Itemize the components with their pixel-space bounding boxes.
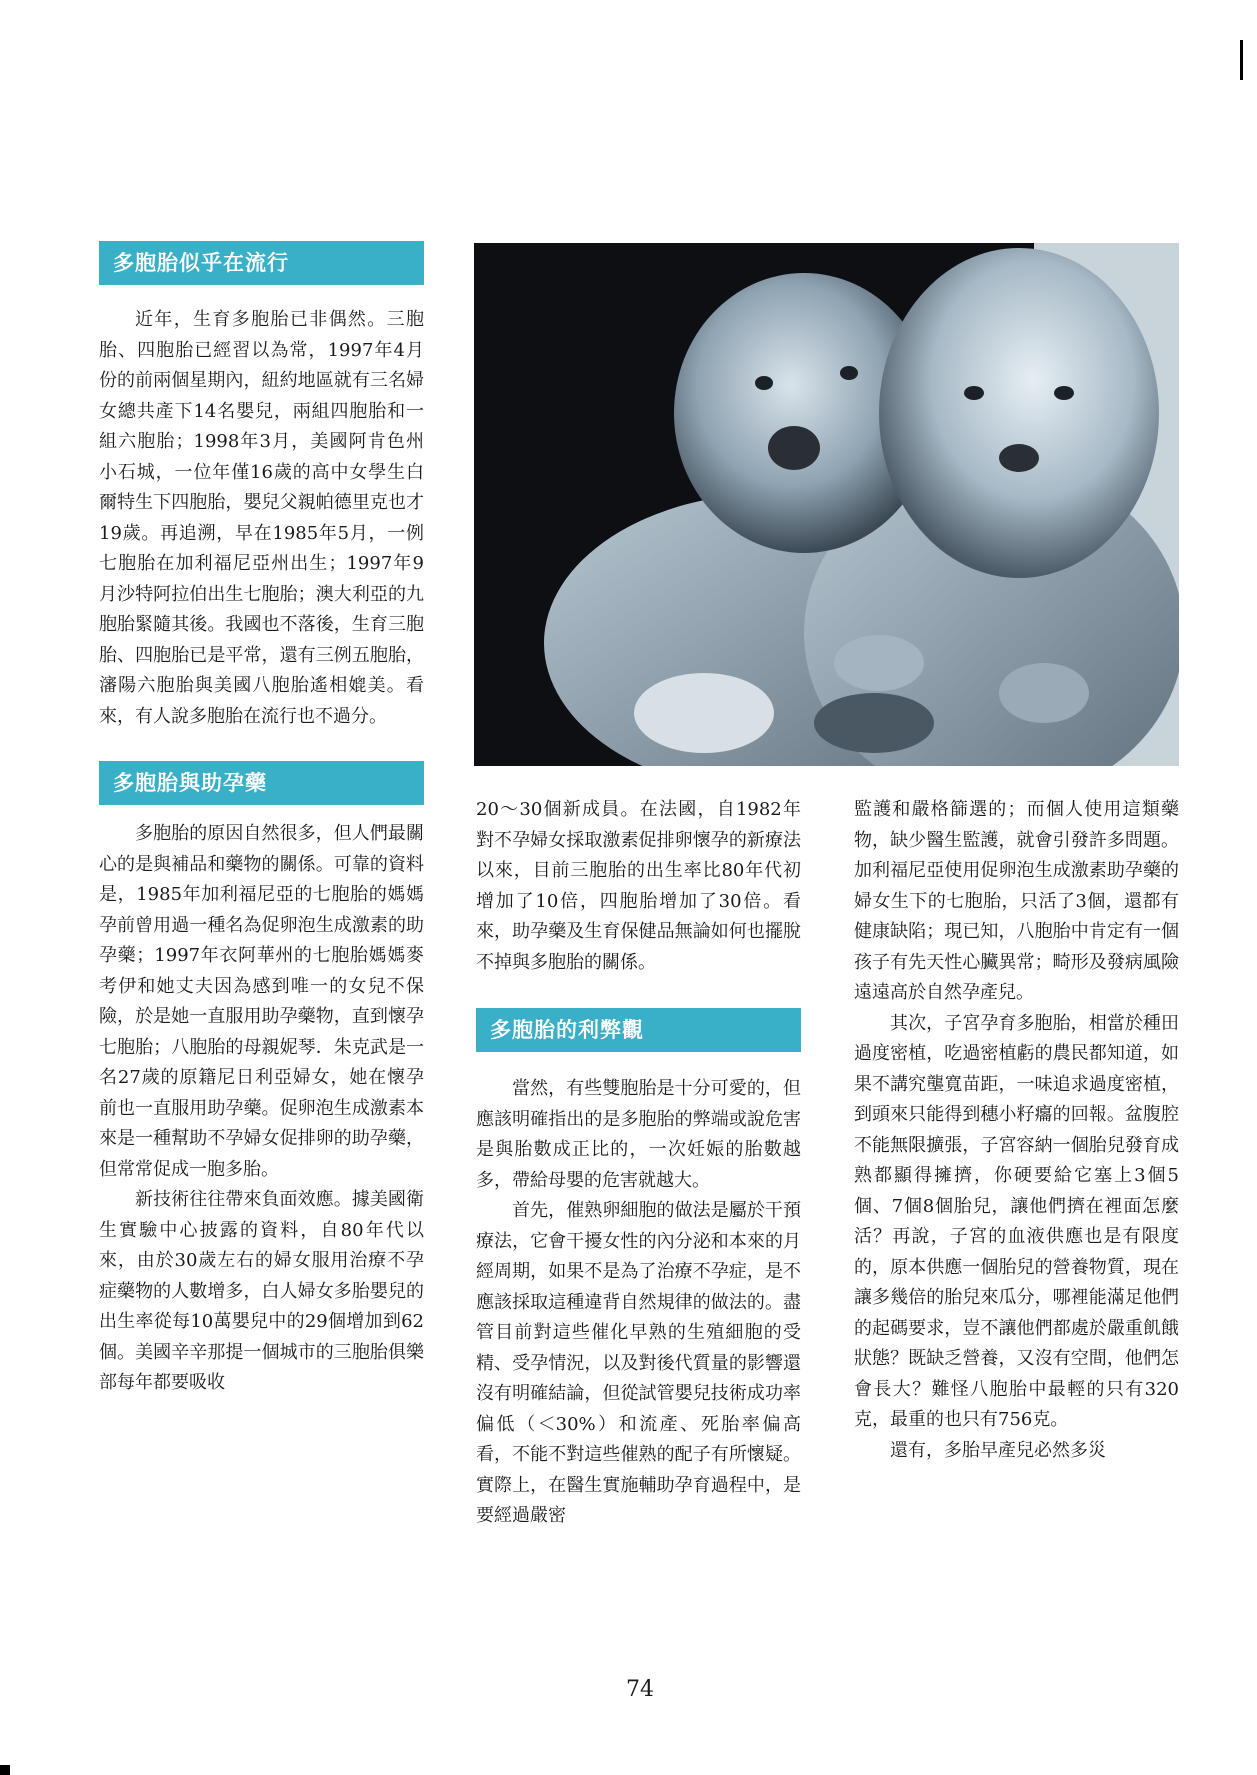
column-3 (854, 795, 1179, 1466)
twin-babies-photo (474, 243, 1179, 766)
paragraph: 首先，催熟卵細胞的做法是屬於干預療法，它會干擾女性的內分泌和本來的月經周期，如果不是為了治療不孕症，是不應該採取這種違背自然規律的做法的。盡管目前對這些催化早熟的生殖細胞的受精、受孕情況，以及對後代質量的影響還沒有明確結論，但從試管嬰兒技術成功率偏低（＜30%）和流產、死胎率偏高看，不能不對這些催熟的配子有所懷疑。實際上，在醫生實施輔助孕育過程中，是要經過嚴密 (476, 1200, 801, 1526)
scan-mark-bottom-left (0, 1765, 10, 1775)
page-number: 74 (626, 1677, 654, 1702)
paragraph: 新技術往往帶來負面效應。據美國衛生實驗中心披露的資料，自80年代以來，由於30歲左右的婦女服用治療不孕症藥物的人數增多，白人婦女多胎嬰兒的出生率從每10萬嬰兒中的29個增加到62個。美國辛辛那提一個城市的三胞胎俱樂部每年都要吸收 (99, 1189, 424, 1393)
paragraph: 20～30個新成員。在法國，自1982年對不孕婦女採取激素促排卵懷孕的新療法以來，目前三胞胎的出生率比80年代初增加了10倍，四胞胎增加了30倍。看來，助孕藥及生育保健品無論如何也擺脫不掉與多胞胎的關係。 (476, 799, 801, 973)
twin-babies-illustration (474, 243, 1179, 766)
paragraph: 其次，子宮孕育多胞胎，相當於種田過度密植，吃過密植虧的農民都知道，如果不講究壟寬苗距，一味追求過度密植，到頭來只能得到穗小籽癟的回報。盆腹腔不能無限擴張，子宮容納一個胎兒發育成熟都顯得擁擠，你硬要給它塞上3個5個、7個8個胎兒，讓他們擠在裡面怎麼活？再說，子宮的血液供應也是有限度的，原本供應一個胎兒的營養物質，現在讓多幾倍的胎兒來瓜分，哪裡能滿足他們的起碼要求，豈不讓他們都處於嚴重飢餓狀態？既缺乏營養，又沒有空間，他們怎會長大？難怪八胞胎中最輕的只有320克，最重的也只有756克。 (854, 1012, 1179, 1430)
paragraph: 多胞胎的原因自然很多，但人們最關心的是與補品和藥物的關係。可靠的資料是，1985年加利福尼亞的七胞胎的媽媽孕前曾用過一種名為促卵泡生成激素的助孕藥；1997年衣阿華州的七胞胎媽媽麥考伊和她丈夫因為感到唯一的女兒不保險，於是她一直服用助孕藥物，直到懷孕七胞胎；八胞胎的母親妮琴．朱克武是一名27歲的原籍尼日利亞婦女，她在懷孕前也一直服用助孕藥。促卵泡生成激素本來是一種幫助不孕婦女促排卵的助孕藥，但常常促成一胞多胎。 (99, 823, 424, 1180)
column-1 (99, 241, 424, 1399)
paragraph: 監護和嚴格篩選的；而個人使用這類藥物，缺少醫生監護，就會引發許多問題。加利福尼亞使用促卵泡生成激素助孕藥的婦女生下的七胞胎，只活了3個，還都有健康缺陷；現已知，八胞胎中肯定有一個孩子有先天性心臟異常；畸形及發病風險遠遠高於自然孕產兒。 (854, 799, 1179, 1003)
section-heading-pros-cons: 多胞胎的利弊觀 (476, 1008, 801, 1052)
paragraph: 當然，有些雙胞胎是十分可愛的，但應該明確指出的是多胞胎的弊端或說危害是與胎數成正比的，一次妊娠的胎數越多，帶給母嬰的危害就越大。 (476, 1078, 801, 1191)
paragraph: 還有，多胎早產兒必然多災 (890, 1439, 1106, 1461)
section-heading-popular: 多胞胎似乎在流行 (99, 241, 424, 285)
paragraph: 近年，生育多胞胎已非偶然。三胞胎、四胞胎已經習以為常，1997年4月份的前兩個星期內，紐約地區就有三名婦女總共產下14名嬰兒，兩組四胞胎和一組六胞胎；1998年3月，美國阿肯色州小石城，一位年僅16歲的高中女學生白爾特生下四胞胎，嬰兒父親帕德里克也才19歲。再追溯，早在1985年5月，一例七胞胎在加利福尼亞州出生；1997年9月沙特阿拉伯出生七胞胎；澳大利亞的九胞胎緊隨其後。我國也不落後，生育三胞胎、四胞胎已是平常，還有三例五胞胎，瀋陽六胞胎與美國八胞胎遙相媲美。看來，有人說多胞胎在流行也不過分。 (99, 309, 424, 727)
column-2 (476, 795, 801, 1532)
section-heading-fertility-drugs: 多胞胎與助孕藥 (99, 761, 424, 805)
scan-mark-top-right (1240, 40, 1243, 80)
